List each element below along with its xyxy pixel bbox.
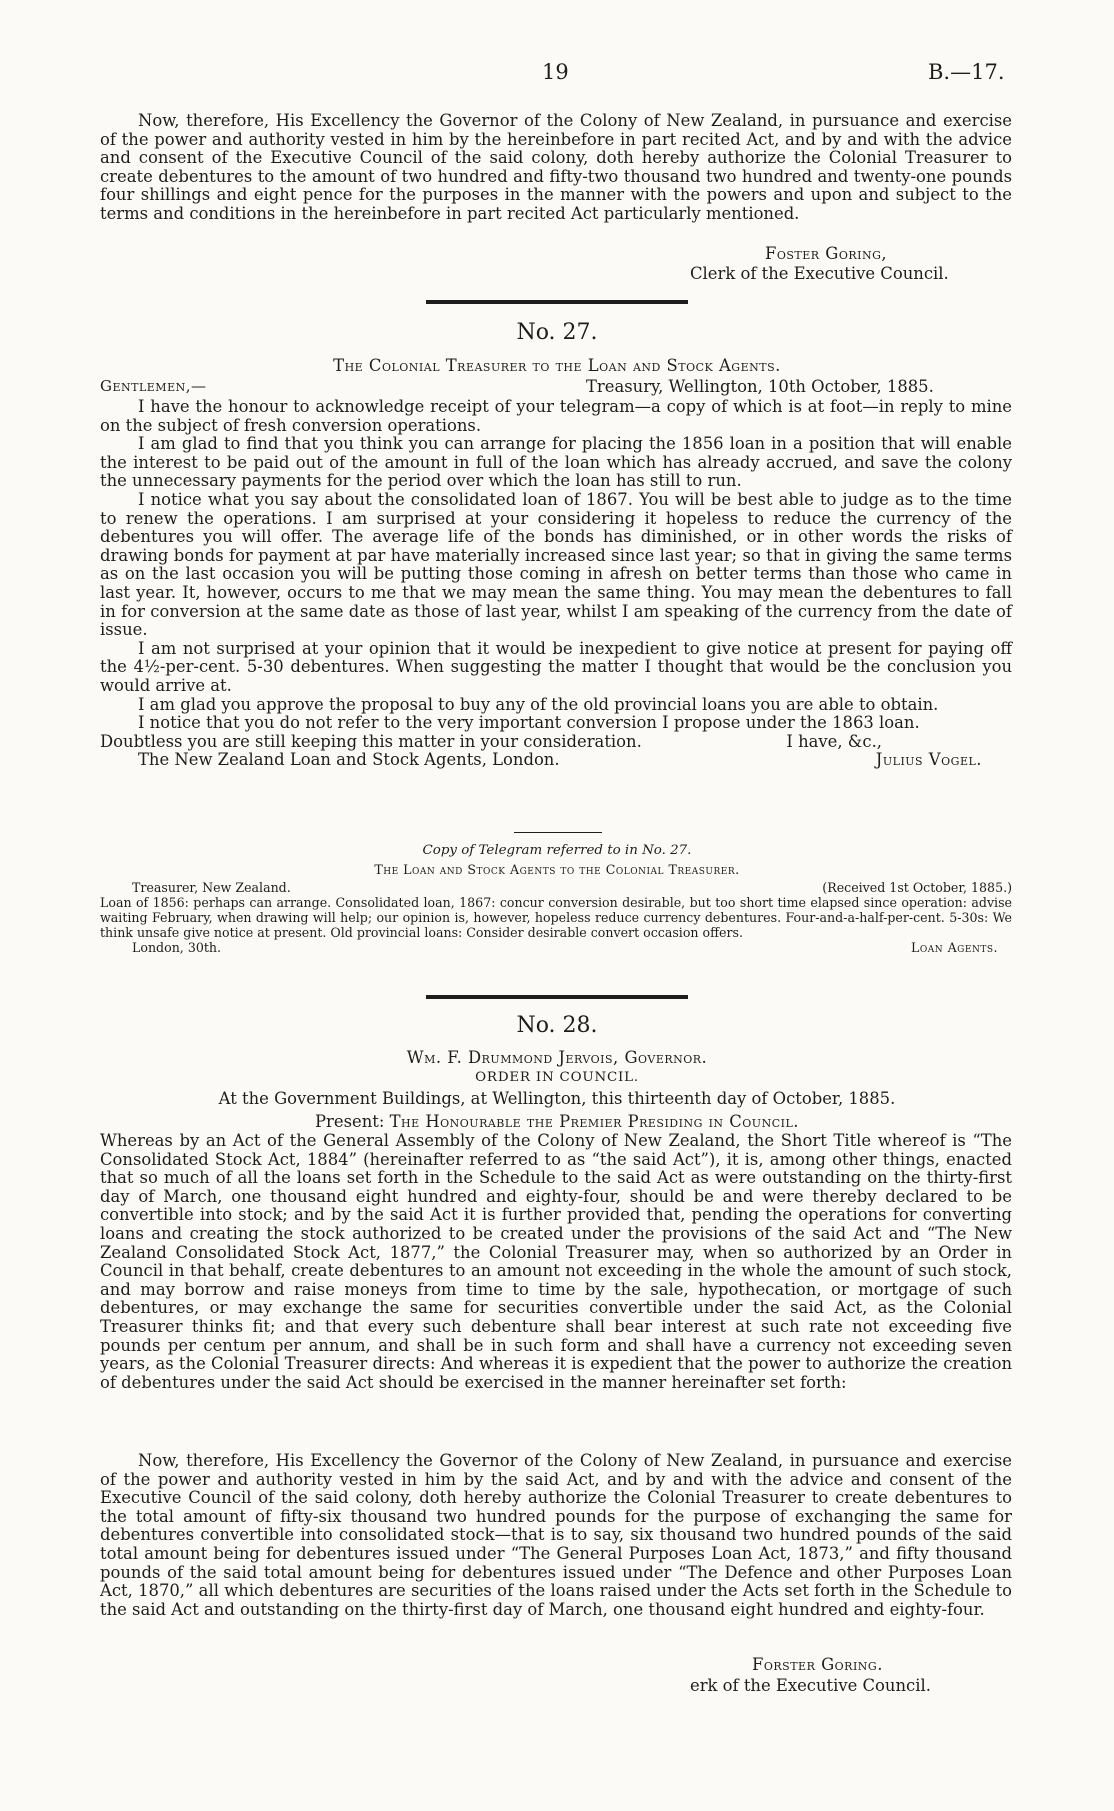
- page-number: 19: [542, 60, 569, 84]
- telegram-received: (Received 1st October, 1885.): [822, 880, 1012, 895]
- section-divider: [426, 995, 688, 999]
- no27-place-date: Treasury, Wellington, 10th October, 1885.: [586, 377, 934, 396]
- document-reference: B.—17.: [928, 60, 1005, 84]
- no28-present-line: [0, 1112, 1114, 1131]
- no27-body: [100, 398, 1012, 770]
- telegram-signer: Loan Agents.: [910, 940, 998, 955]
- no27-paragraph: I have the honour to acknowledge receipt of your telegram—a copy of which is at foot—in reply to mine on the subject of fresh conversion operations.: [100, 397, 1012, 435]
- no28-signer-title: erk of the Executive Council.: [690, 1676, 931, 1695]
- no27-salutation: Gentlemen,—: [100, 377, 207, 395]
- telegram-divider: [514, 832, 602, 833]
- intro-signer-title: Clerk of the Executive Council.: [690, 264, 949, 283]
- no28-heading: No. 28.: [516, 1013, 598, 1038]
- telegram-body: Loan of 1856: perhaps can arrange. Consolidated loan, 1867: concur conversion desirable, but too short time elapsed since operation: advise waiting February, when drawing will help; our opinion is, however, hopeless reduce currency debentures. Four-and-a-half-per-cent. 5-30s: We think unsafe give notice at present. Old provincial loans: Consider desirable convert occasion offers.: [100, 895, 1012, 940]
- telegram-heading: Copy of Telegram referred to in No. 27.: [422, 843, 692, 858]
- no27-closing-right: I have, &c.,: [786, 731, 882, 751]
- no27-paragraph: I am not surprised at your opinion that it would be inexpedient to give notice at present for paying off the 4½-per-cent. 5-30 debentures. When suggesting the matter I thought that would be the conclusion you would arrive at.: [100, 638, 1012, 695]
- no28-whereas: Whereas by an Act of the General Assembly of the Colony of New Zealand, the Short Title whereof is “The Consolidated Stock Act, 1884” (hereinafter referred to as “the said Act”), it is, among other things, enacted that so much of all the loans set forth in the Schedule to the said Act as were outstanding on the thirty-first day of March, one thousand eight hundred and eighty-four, should be and were thereby declared to be convertible into stock; and by the said Act it is further provided that, pending the operations for converting loans and creating the stock authorized to be created under the provisions of the said Act and “The New Zealand Consolidated Stock Act, 1877,” the Colonial Treasurer may, when so authorized by an Order in Council in that behalf, create debentures to an amount not exceeding in the whole the amount of such stock, and may borrow and raise moneys from time to time by the sale, hypothecation, or mortgage of such debentures, or may exchange the same for securities convertible under the said Act, as the Colonial Treasurer thinks fit; and that every such debenture shall bear interest at such rate not exceeding five pounds per centum per annum, and shall be in such form and shall have a currency not exceeding seven years, as the Colonial Treasurer directs: And whereas it is expedient that the power to authorize the creation of debentures under the said Act should be exercised in the manner hereinafter set forth:: [100, 1131, 1012, 1392]
- no27-subtitle: The Colonial Treasurer to the Loan and Stock Agents.: [333, 356, 781, 375]
- telegram-block: [100, 880, 1012, 955]
- no27-heading: No. 27.: [516, 320, 598, 345]
- no27-closing-left: Doubtless you are still keeping this matter in your consideration.: [100, 731, 642, 751]
- no28-signer: Forster Goring.: [752, 1655, 883, 1674]
- no27-paragraph: I am glad to find that you think you can arrange for placing the 1856 loan in a position that will enable the interest to be paid out of the amount in full of the loan which has already accrued, and save the colony the unnecessary payments for the period over which the loan has still to run.: [100, 434, 1012, 491]
- no28-present: The Honourable the Premier Presiding in Council.: [389, 1112, 799, 1131]
- no28-now-therefore: Now, therefore, His Excellency the Governor of the Colony of New Zealand, in pursuance and exercise of the power and authority vested in him by the said Act, and by and with the advice and consent of the Executive Council of the said colony, doth hereby authorize the Colonial Treasurer to create debentures to the total amount of fifty-six thousand two hundred pounds for the purpose of exchanging the same for debentures convertible into consolidated stock—that is to say, six thousand two hundred pounds of the said total amount being for debentures issued under “The General Purposes Loan Act, 1873,” and fifty thousand pounds of the said total amount being for debentures issued under “The Defence and other Purposes Loan Act, 1870,” all which debentures are securities of the loans raised under the Acts set forth in the Schedule to the said Act and outstanding on the thirty-first day of March, one thousand eight hundred and eighty-four.: [100, 1451, 1012, 1619]
- no27-signer: Julius Vogel.: [875, 750, 982, 770]
- no27-addressee: The New Zealand Loan and Stock Agents, London.: [138, 750, 560, 770]
- no28-order-title: ORDER IN COUNCIL.: [475, 1070, 639, 1085]
- telegram-to: Treasurer, New Zealand.: [132, 880, 291, 895]
- no27-paragraph: I notice what you say about the consolidated loan of 1867. You will be best able to judge as to the time to renew the operations. I am surprised at your considering it hopeless to reduce the currency of the debentures you will offer. The average life of the bonds has diminished, or in other words the risks of drawing bonds for payment at par have materially increased since last year; so that in giving the same terms as on the last occasion you will be putting those coming in afresh on better terms than those who came in last year. It, however, occurs to me that we may mean the same thing. You may mean the debentures to fall in for conversion at the same date as those of last year, whilst I am speaking of the currency from the date of issue.: [100, 489, 1012, 640]
- no28-governor: Wm. F. Drummond Jervois, Governor.: [406, 1048, 708, 1067]
- telegram-subtitle: The Loan and Stock Agents to the Colonial Treasurer.: [374, 862, 740, 877]
- intro-signer: Foster Goring,: [765, 244, 888, 263]
- no27-paragraph: I am glad you approve the proposal to buy any of the old provincial loans you are able to obtain.: [138, 694, 939, 714]
- intro-paragraph: Now, therefore, His Excellency the Governor of the Colony of New Zealand, in pursuance and exercise of the power and authority vested in him by the hereinbefore in part recited Act, and by and with the advice and consent of the Executive Council of the said colony, doth hereby authorize the Colonial Treasurer to create debentures to the amount of two hundred and fifty-two thousand two hundred and twenty-one pounds four shillings and eight pence for the purposes in the manner with the powers and upon and subject to the terms and conditions in the hereinbefore in part recited Act particularly mentioned.: [100, 111, 1012, 223]
- no27-paragraph: I notice that you do not refer to the very important conversion I propose under the 1863 loan.: [138, 713, 920, 733]
- no28-location: At the Government Buildings, at Wellington, this thirteenth day of October, 1885.: [218, 1089, 896, 1108]
- section-divider: [426, 300, 688, 304]
- telegram-place: London, 30th.: [132, 940, 222, 955]
- no28-present-label: Present:: [315, 1112, 385, 1131]
